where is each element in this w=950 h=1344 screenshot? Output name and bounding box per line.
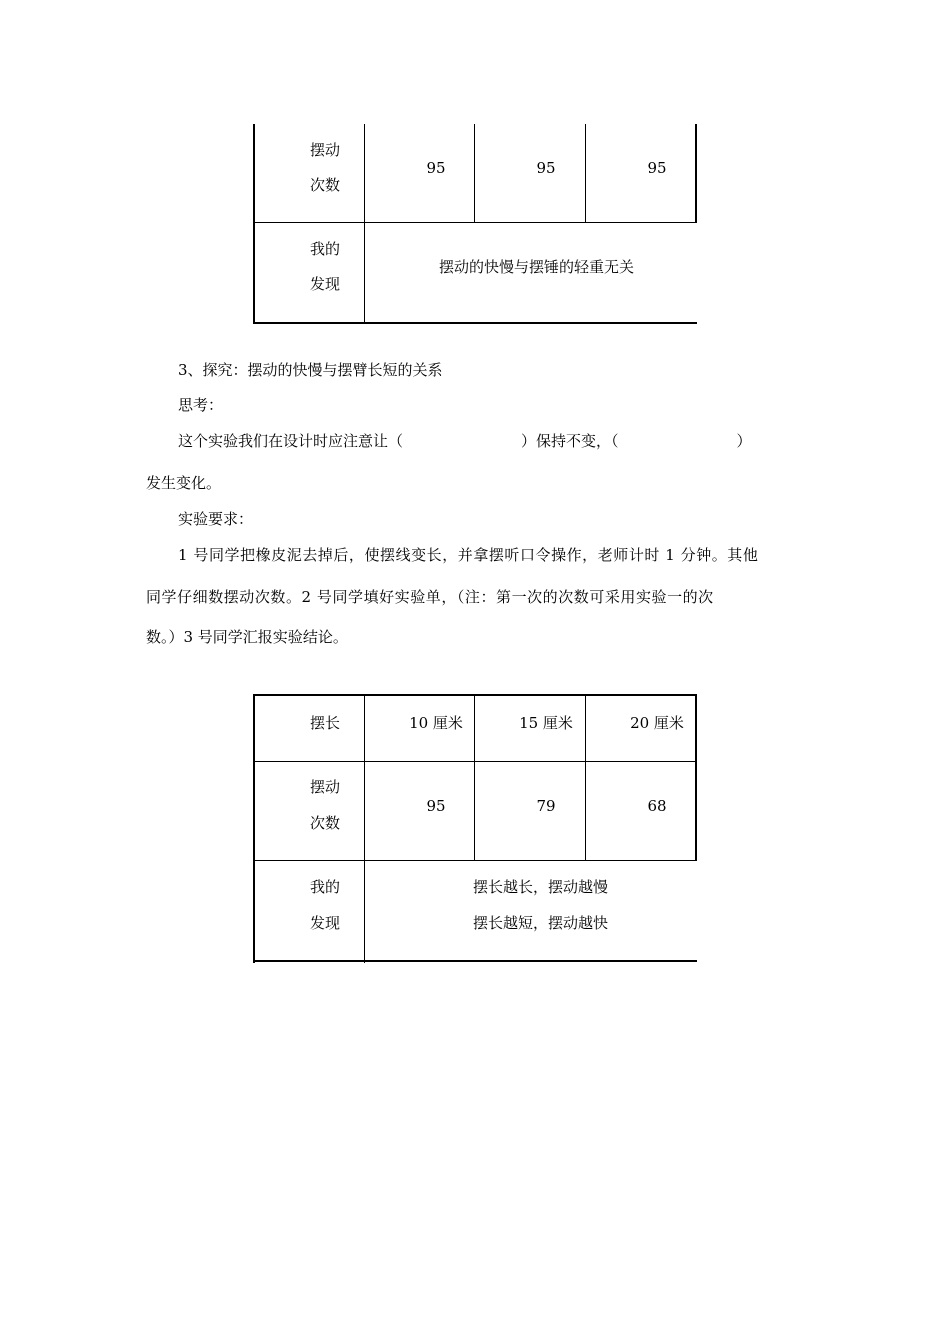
table-2-length-label: 摆长 <box>310 714 341 732</box>
table-1-finding-text: 摆动的快慢与摆锤的轻重无关 <box>439 258 635 276</box>
table-2-count-value: 79 <box>536 797 556 815</box>
table-2-finding-line-2: 摆长越短，摆动越快 <box>473 914 609 932</box>
table-1-count-value: 95 <box>536 159 556 177</box>
think-paragraph-line-1: 这个实验我们在设计时应注意让（ ）保持不变，（ ） <box>178 432 752 450</box>
table-2-left-border <box>253 694 255 963</box>
table-2-bottom-border <box>253 960 697 962</box>
table-2-row-divider <box>253 761 697 762</box>
table-2-top-border <box>253 694 697 696</box>
table-1-finding-label-line-2: 发现 <box>310 275 341 293</box>
table-2-divider <box>364 694 365 963</box>
table-2-finding-label-line-2: 发现 <box>310 914 341 932</box>
requirements-line-3: 数。）3 号同学汇报实验结论。 <box>146 628 348 646</box>
table-1-row-divider <box>253 222 697 223</box>
think-line-1-text: 这个实验我们在设计时应注意让（ <box>178 432 404 450</box>
table-2-count-value: 95 <box>426 797 446 815</box>
table-2-length-value: 10 厘米 <box>409 714 463 732</box>
table-1-bottom-border <box>253 322 697 324</box>
table-1-count-label-line-2: 次数 <box>310 176 341 194</box>
table-2-length-value: 20 厘米 <box>630 714 684 732</box>
table-1-count-label-line-1: 摆动 <box>310 141 341 159</box>
table-2-length-value: 15 厘米 <box>519 714 573 732</box>
think-paragraph-line-2: 发生变化。 <box>146 474 222 492</box>
table-2-count-label-line-1: 摆动 <box>310 778 341 796</box>
table-1-count-value: 95 <box>647 159 667 177</box>
table-2-finding-line-1: 摆长越长，摆动越慢 <box>473 878 609 896</box>
section-heading: 3、探究：摆动的快慢与摆臂长短的关系 <box>178 361 443 379</box>
table-1-count-value: 95 <box>426 159 446 177</box>
table-1-left-border <box>253 124 255 324</box>
table-1-divider <box>364 124 365 324</box>
requirements-label: 实验要求： <box>178 510 254 528</box>
table-1-finding-label-line-1: 我的 <box>310 240 341 258</box>
requirements-line-1: 1 号同学把橡皮泥去掉后，使摆线变长，并拿摆听口令操作，老师计时 1 分钟。其他 <box>178 546 759 564</box>
table-2-count-value: 68 <box>647 797 667 815</box>
table-2-finding-label-line-1: 我的 <box>310 878 341 896</box>
table-2-count-label-line-2: 次数 <box>310 814 341 832</box>
table-2-row-divider <box>253 860 697 861</box>
requirements-line-2: 同学仔细数摆动次数。2 号同学填好实验单，（注：第一次的次数可采用实验一的次 <box>146 588 714 606</box>
think-label: 思考： <box>178 396 224 414</box>
